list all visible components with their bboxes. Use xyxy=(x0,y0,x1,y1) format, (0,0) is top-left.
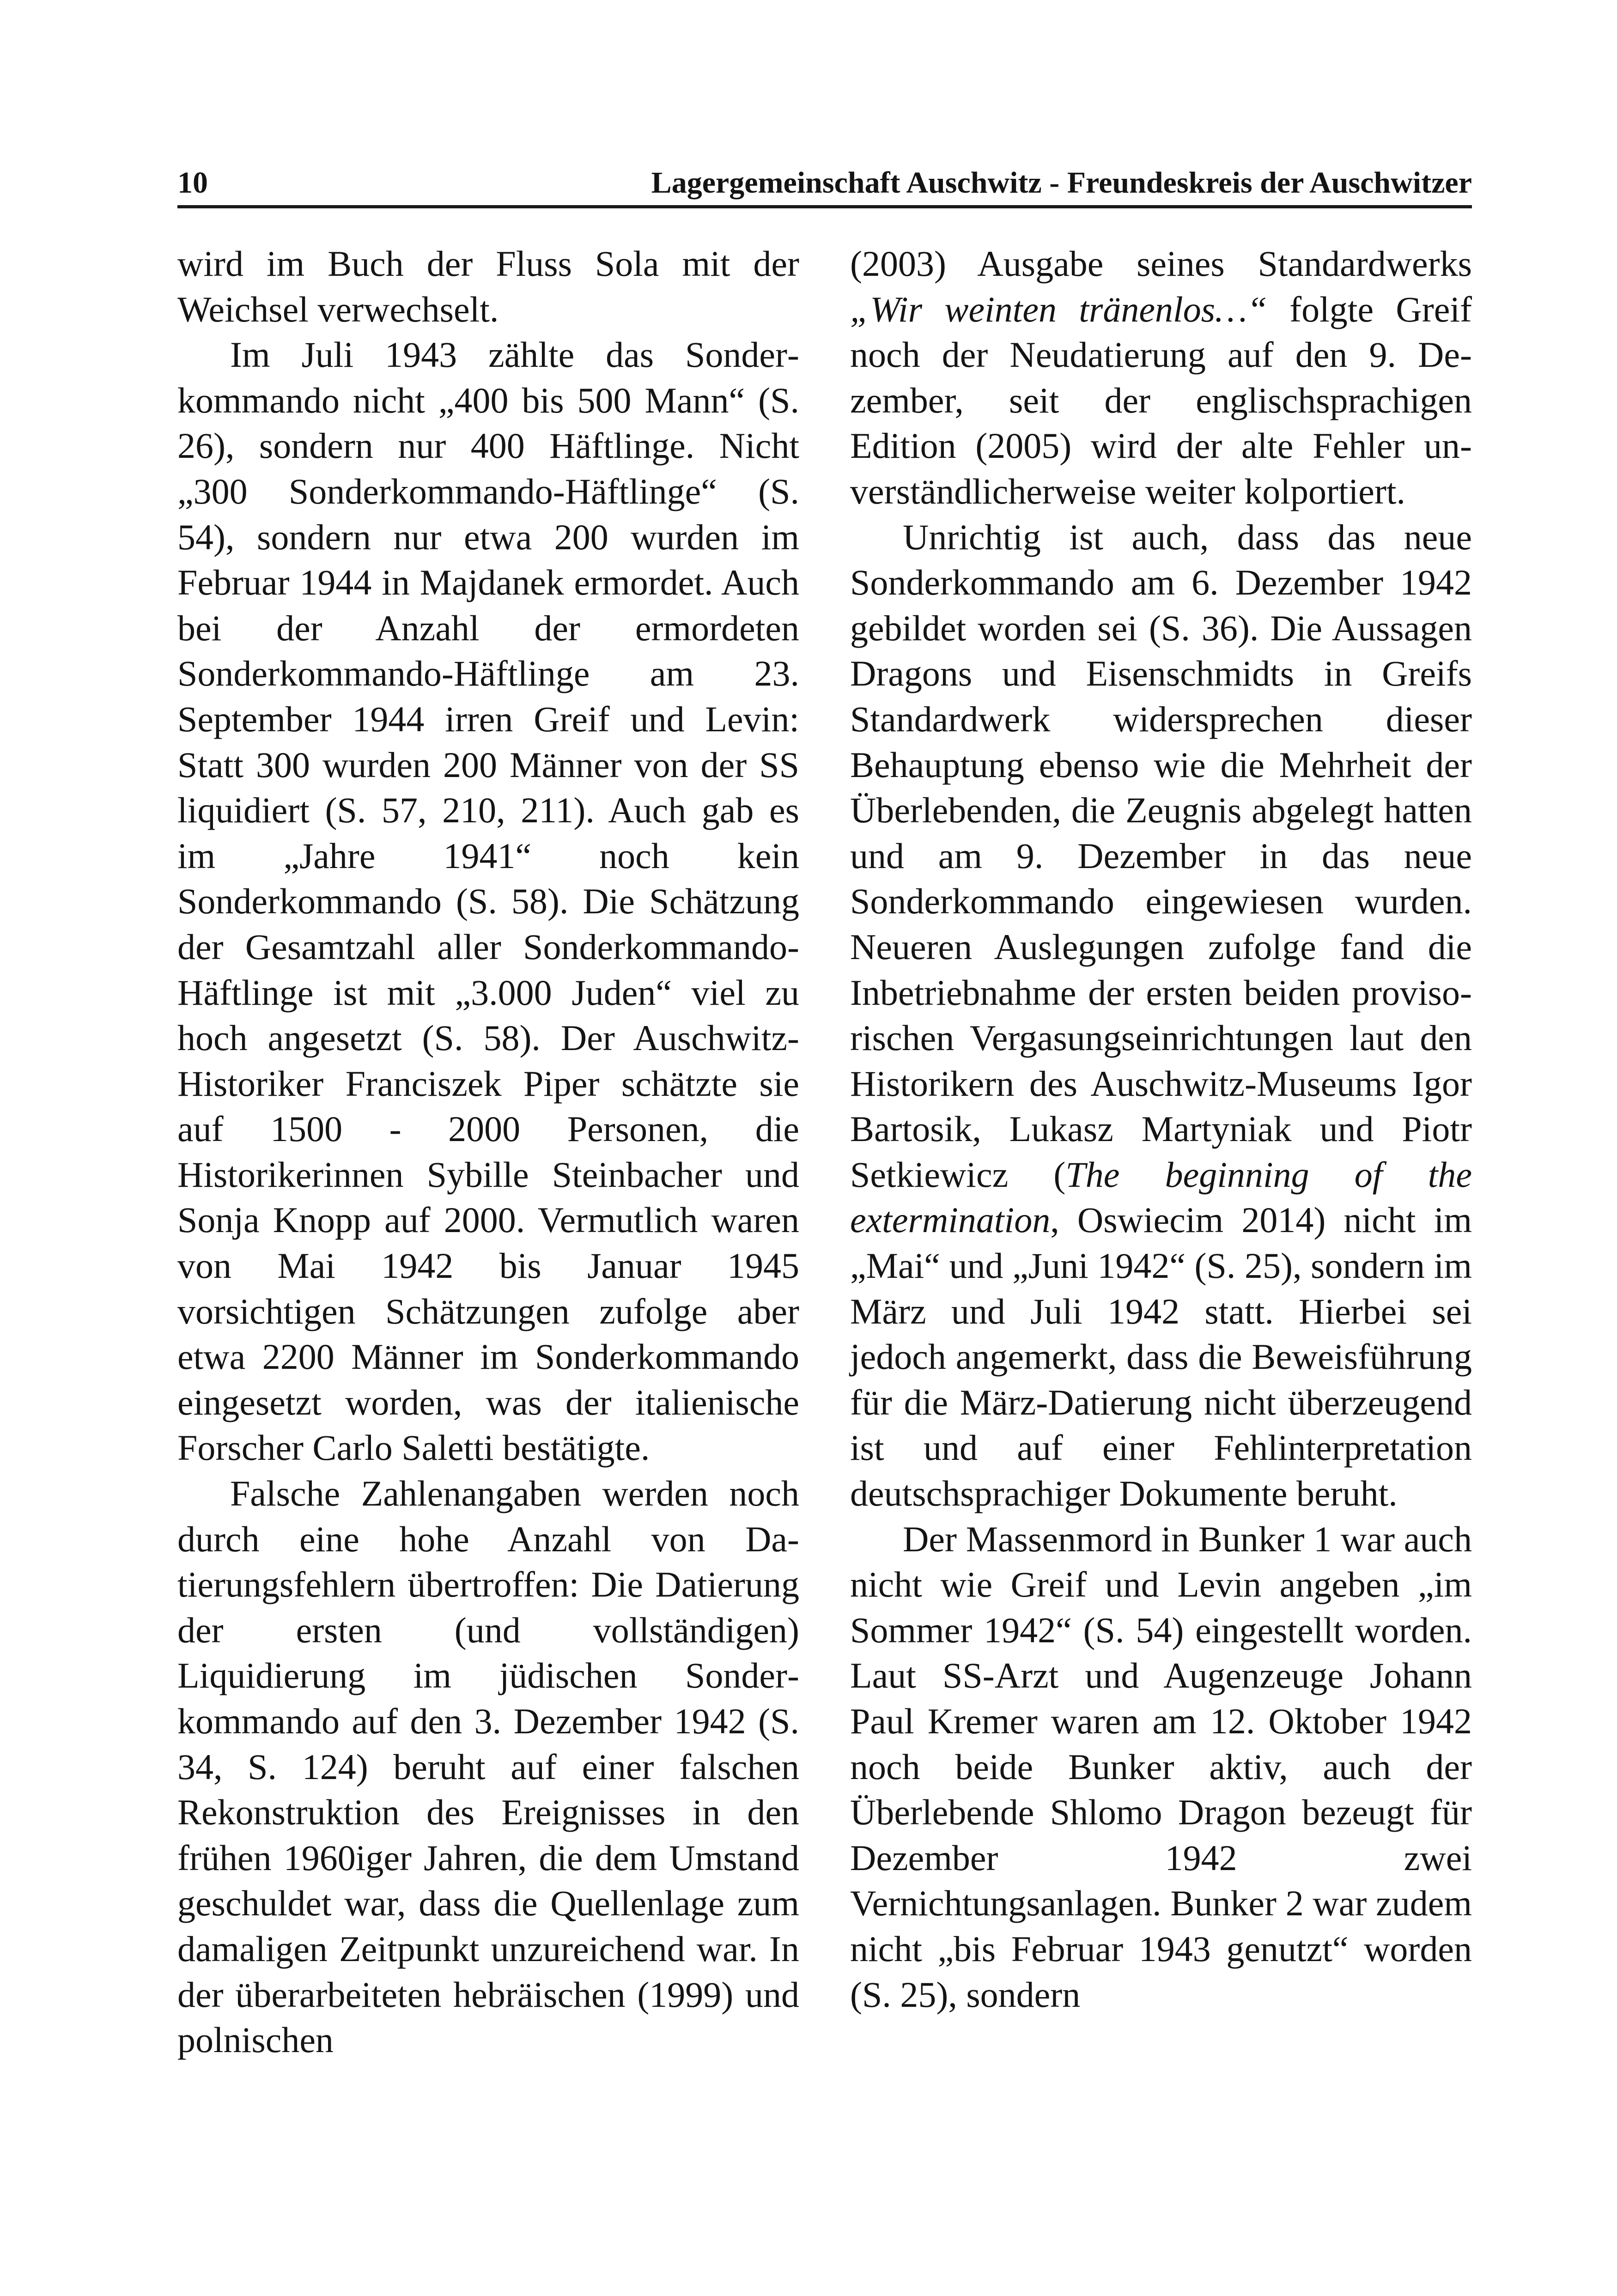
right-paragraph-1 xyxy=(850,241,1472,515)
right-paragraph-2 xyxy=(850,515,1472,1517)
book-title-italic: „Wir weinten tränenlos…“ xyxy=(850,289,1267,329)
right-paragraph-2-text-a: Unrichtig ist auch, dass das neue Sonderkommando am 6. Dezember 1942 gebildet worden sei (S. 36). Die Aussagen Dragons und Eisenschmidts in Greifs Standardwerk widersprechen dieser Behauptung ebenso wie die Mehrheit der Überlebenden, die Zeugnis abgelegt hatten und am 9. Dezember in das neue Sonderkommando eingewiesen wurden. Neueren Auslegungen zufolge fand die Inbetriebnahme der ersten beiden provisorischen Vergasungseinrichtungen laut den Historikern des Auschwitz-Museums Igor Bartosik, Lukasz Martyniak und Piotr Setkiewicz ( xyxy=(850,516,1472,1195)
left-column xyxy=(177,241,799,2228)
right-paragraph-1-text-a: (2003) Ausgabe seines Standardwerks xyxy=(850,243,1472,284)
page-header xyxy=(177,161,1472,208)
left-paragraph-3: Falsche Zahlenangaben werden noch durch eine hohe Anzahl von Datierungsfehlern übertroffen: Die Datierung der ersten (und vollständigen) Liquidierung im jüdischen Sonderkommando auf den 3. Dezember 1942 (S. 34, S. 124) beruht auf einer falschen Rekonstruktion des Ereignisses in den frühen 1960iger Jahren, die dem Umstand geschuldet war, dass die Quellenlage zum damaligen Zeitpunkt unzureichend war. In der überarbeiteten hebräischen (1999) und polnischen xyxy=(177,1473,799,2060)
publication-title-italic: The beginning of the extermination xyxy=(850,1154,1472,1240)
right-column xyxy=(850,241,1472,2228)
left-paragraph-2: Im Juli 1943 zählte das Sonderkommando nicht „400 bis 500 Mann“ (S. 26), sondern nur 400 Häftlinge. Nicht „300 Sonderkommando-Häftlinge“ (S. 54), sondern nur etwa 200 wurden im Februar 1944 in Majdanek ermordet. Auch bei der Anzahl der ermordeten Sonderkommando-Häftlinge am 23. September 1944 irren Greif und Levin: Statt 300 wurden 200 Männer von der SS liquidiert (S. 57, 210, 211). Auch gab es im „Jahre 1941“ noch kein Sonderkommando (S. 58). Die Schätzung der Gesamtzahl aller Sonderkommando-Häftlinge ist mit „3.000 Juden“ viel zu hoch angesetzt (S. 58). Der Auschwitz-Historiker Franciszek Piper schätzte sie auf 1500 - 2000 Personen, die Historikerinnen Sybille Steinbacher und Sonja Knopp auf 2000. Vermutlich waren von Mai 1942 bis Januar 1945 vorsichtigen Schätzungen zufolge aber etwa 2200 Männer im Sonderkommando eingesetzt worden, was der italienische Forscher Carlo Saletti bestätigte. xyxy=(177,334,799,1468)
right-paragraph-1-text-b: folgte Greif noch der Neudatierung auf den 9. Dezember, seit der englischsprachigen Edition (2005) wird der alte Fehler unverständlicherweise weiter kolportiert. xyxy=(850,289,1472,511)
right-paragraph-3: Der Massenmord in Bunker 1 war auch nicht wie Greif und Levin angeben „im Sommer 1942“ (S. 54) eingestellt worden. Laut SS-Arzt und Augenzeuge Johann Paul Kremer waren am 12. Oktober 1942 noch beide Bunker aktiv, auch der Überlebende Shlomo Dragon bezeugt für Dezember 1942 zwei Vernichtungsanlagen. Bunker 2 war zudem nicht „bis Februar 1943 genutzt“ worden (S. 25), sondern xyxy=(850,1519,1472,2015)
running-title: Lagergemeinschaft Auschwitz - Freundeskreis der Auschwitzer xyxy=(651,166,1472,200)
left-paragraph-1: wird im Buch der Fluss Sola mit der Weichsel verwechselt. xyxy=(177,243,799,329)
right-paragraph-2-text-b: , Oswiecim 2014) nicht im „Mai“ und „Juni 1942“ (S. 25), sondern im März und Juli 1942 statt. Hierbei sei jedoch angemerkt, dass die Beweisführung für die März-Datierung nicht überzeugend ist und auf einer Fehlinterpretation deutschsprachiger Dokumente beruht. xyxy=(850,1200,1472,1514)
page-number: 10 xyxy=(177,166,208,200)
